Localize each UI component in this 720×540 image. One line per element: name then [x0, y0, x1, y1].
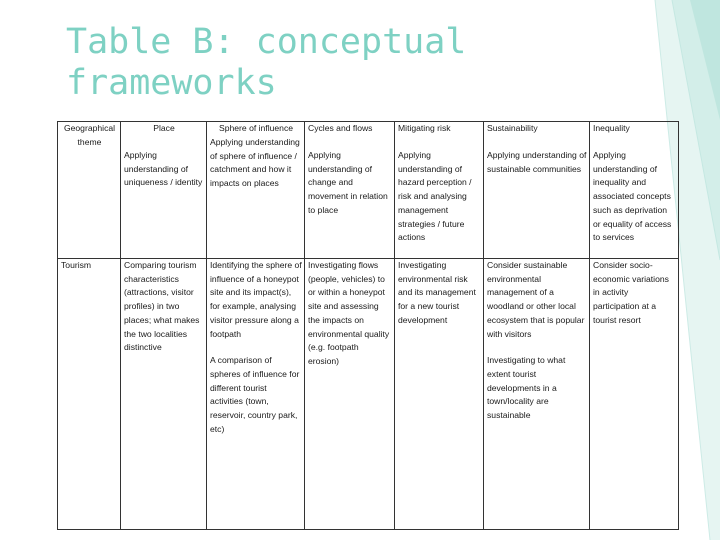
table-cell — [58, 259, 121, 530]
page-title: Table B: conceptual frameworks — [66, 22, 467, 103]
table-cell — [121, 259, 207, 530]
table-cell — [484, 259, 590, 530]
table-cell — [395, 259, 484, 530]
table-cell — [58, 122, 121, 259]
applying-sphere: Applying understanding of sphere of influence / catchment and how it impacts on places — [210, 137, 300, 189]
table-cell — [305, 259, 395, 530]
table-row — [58, 122, 679, 259]
theme-tourism: Tourism — [61, 260, 92, 270]
table-row — [58, 259, 679, 530]
applying-inequality: Applying understanding of inequality and associated concepts such as deprivation or equality of access to services — [593, 150, 672, 243]
applying-cycles: Applying understanding of change and movement in relation to place — [308, 150, 388, 215]
tourism-sustainability-2: Investigating to what extent tourist developments in a town/locality are sustainable — [487, 355, 566, 421]
applying-sustainability: Applying understanding of sustainable communities — [487, 150, 587, 174]
header-place: Place — [153, 123, 175, 133]
table-cell — [484, 122, 590, 259]
tourism-inequality: Consider socio-economic variations in activity participation at a tourist resort — [593, 260, 669, 325]
header-cycles-and-flows: Cycles and flows — [308, 123, 373, 133]
header-inequality: Inequality — [593, 123, 630, 133]
tourism-sphere-2: A comparison of spheres of influence for different tourist activities (town, reservoir, country park, etc) — [210, 355, 300, 434]
table-cell — [395, 122, 484, 259]
table-cell — [305, 122, 395, 259]
applying-place: Applying understanding of uniqueness / identity — [124, 150, 203, 188]
header-sphere-of-influence: Sphere of influence — [218, 123, 294, 133]
header-mitigating-risk: Mitigating risk — [398, 123, 451, 133]
tourism-place: Comparing tourism characteristics (attractions, visitor profiles) in two places; what makes the two localities distinctive — [124, 260, 200, 353]
header-geographical-theme: Geographical theme — [63, 123, 116, 147]
table-cell — [207, 259, 305, 530]
tourism-sphere-1: Identifying the sphere of influence of a honeypot site and its impact(s), for example, analysing visitor pressure along a footpath — [210, 260, 302, 339]
tourism-risk: Investigating environmental risk and its management for a new tourist development — [398, 260, 476, 325]
table-cell — [207, 122, 305, 259]
frameworks-table — [57, 121, 679, 530]
applying-risk: Applying understanding of hazard perception / risk and analysing management strategies / future actions — [398, 150, 472, 243]
header-sustainability: Sustainability — [487, 123, 538, 133]
table-cell — [590, 122, 679, 259]
tourism-sustainability-1: Consider sustainable environmental management of a woodland or other local ecosystem that is popular with visitors — [487, 260, 585, 339]
table-cell — [121, 122, 207, 259]
tourism-cycles: Investigating flows (people, vehicles) to or within a honeypot site and assessing the impacts on environmental quality (e.g. footpath erosion) — [308, 260, 390, 366]
table-cell — [590, 259, 679, 530]
